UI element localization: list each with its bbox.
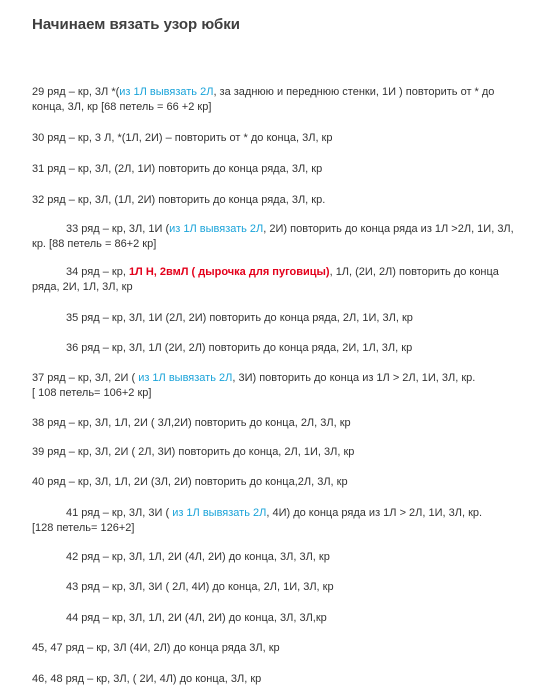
row-33-text-c: , 2И) повторить до конца ряда из 1Л >2Л, 1И, 3Л, кр. [88 петель = 86+2 кр] <box>32 223 514 250</box>
row-45-47: 45, 47 ряд – кр, 3Л (4И, 2Л) до конца ряда 3Л, кр <box>32 642 280 654</box>
row-31: 31 ряд – кр, 3Л, (2Л, 1И) повторить до конца ряда, 3Л, кр <box>32 163 323 175</box>
row-35: 35 ряд – кр, 3Л, 1И (2Л, 2И) повторить до конца ряда, 2Л, 1И, 3Л, кр <box>66 312 413 324</box>
row-37 <box>32 371 524 401</box>
row-44: 44 ряд – кр, 3Л, 1Л, 2И (4Л, 2И) до конца, 3Л, 3Л,кр <box>66 612 327 624</box>
row-41-stitch-count: [128 петель= 126+2] <box>32 522 135 534</box>
row-39: 39 ряд – кр, 3Л, 2И ( 2Л, 3И) повторить до конца, 2Л, 1И, 3Л, кр <box>32 446 355 458</box>
row-29-text-c: , за заднюю и переднюю стенки, 1И ) повторить от * до конца, 3Л, кр [68 петель = 66 +2 кр] <box>32 86 495 113</box>
row-34-text-c: , 1Л, (2И, 2Л) повторить до конца ряда, 2И, 1Л, 3Л, кр <box>32 266 499 293</box>
page-title: Начинаем вязать узор юбки <box>32 16 240 33</box>
row-34-buttonhole: 1Л Н, 2вмЛ ( дырочка для пуговицы) <box>128 266 330 278</box>
row-37-highlight: из 1Л вывязать 2Л <box>138 372 233 384</box>
row-40: 40 ряд – кр, 3Л, 1Л, 2И (3Л, 2И) повторить до конца,2Л, 3Л, кр <box>32 476 348 488</box>
row-33 <box>32 222 524 252</box>
row-29-highlight: из 1Л вывязать 2Л <box>119 86 214 98</box>
row-33-text-a: 33 ряд – кр, 3Л, 1И ( <box>66 223 170 235</box>
row-37-text-a: 37 ряд – кр, 3Л, 2И ( <box>32 372 139 384</box>
row-42: 42 ряд – кр, 3Л, 1Л, 2И (4Л, 2И) до конца, 3Л, 3Л, кр <box>66 551 330 563</box>
row-37-text-c: , 3И) повторить до конца из 1Л > 2Л, 1И, 3Л, кр. <box>232 372 476 384</box>
row-41-highlight: из 1Л вывязать 2Л <box>172 507 267 519</box>
row-34 <box>32 265 524 295</box>
row-29 <box>32 85 524 115</box>
row-41-text-c: , 4И) до конца ряда из 1Л > 2Л, 1И, 3Л, кр. <box>266 507 483 519</box>
row-32: 32 ряд – кр, 3Л, (1Л, 2И) повторить до конца ряда, 3Л, кр. <box>32 194 326 206</box>
row-38: 38 ряд – кр, 3Л, 1Л, 2И ( 3Л,2И) повторить до конца, 2Л, 3Л, кр <box>32 417 351 429</box>
row-37-stitch-count: [ 108 петель= 106+2 кр] <box>32 387 152 399</box>
row-43: 43 ряд – кр, 3Л, 3И ( 2Л, 4И) до конца, 2Л, 1И, 3Л, кр <box>66 581 334 593</box>
row-29-text-a: 29 ряд – кр, 3Л *( <box>32 86 120 98</box>
row-33-highlight: из 1Л вывязать 2Л <box>169 223 264 235</box>
row-41 <box>32 506 524 536</box>
row-36: 36 ряд – кр, 3Л, 1Л (2И, 2Л) повторить до конца ряда, 2И, 1Л, 3Л, кр <box>66 342 413 354</box>
row-30: 30 ряд – кр, 3 Л, *(1Л, 2И) – повторить от * до конца, 3Л, кр <box>32 132 333 144</box>
row-46-48: 46, 48 ряд – кр, 3Л, ( 2И, 4Л) до конца, 3Л, кр <box>32 673 262 685</box>
row-34-text-a: 34 ряд – кр, <box>66 266 129 278</box>
row-41-text-a: 41 ряд – кр, 3Л, 3И ( <box>66 507 173 519</box>
